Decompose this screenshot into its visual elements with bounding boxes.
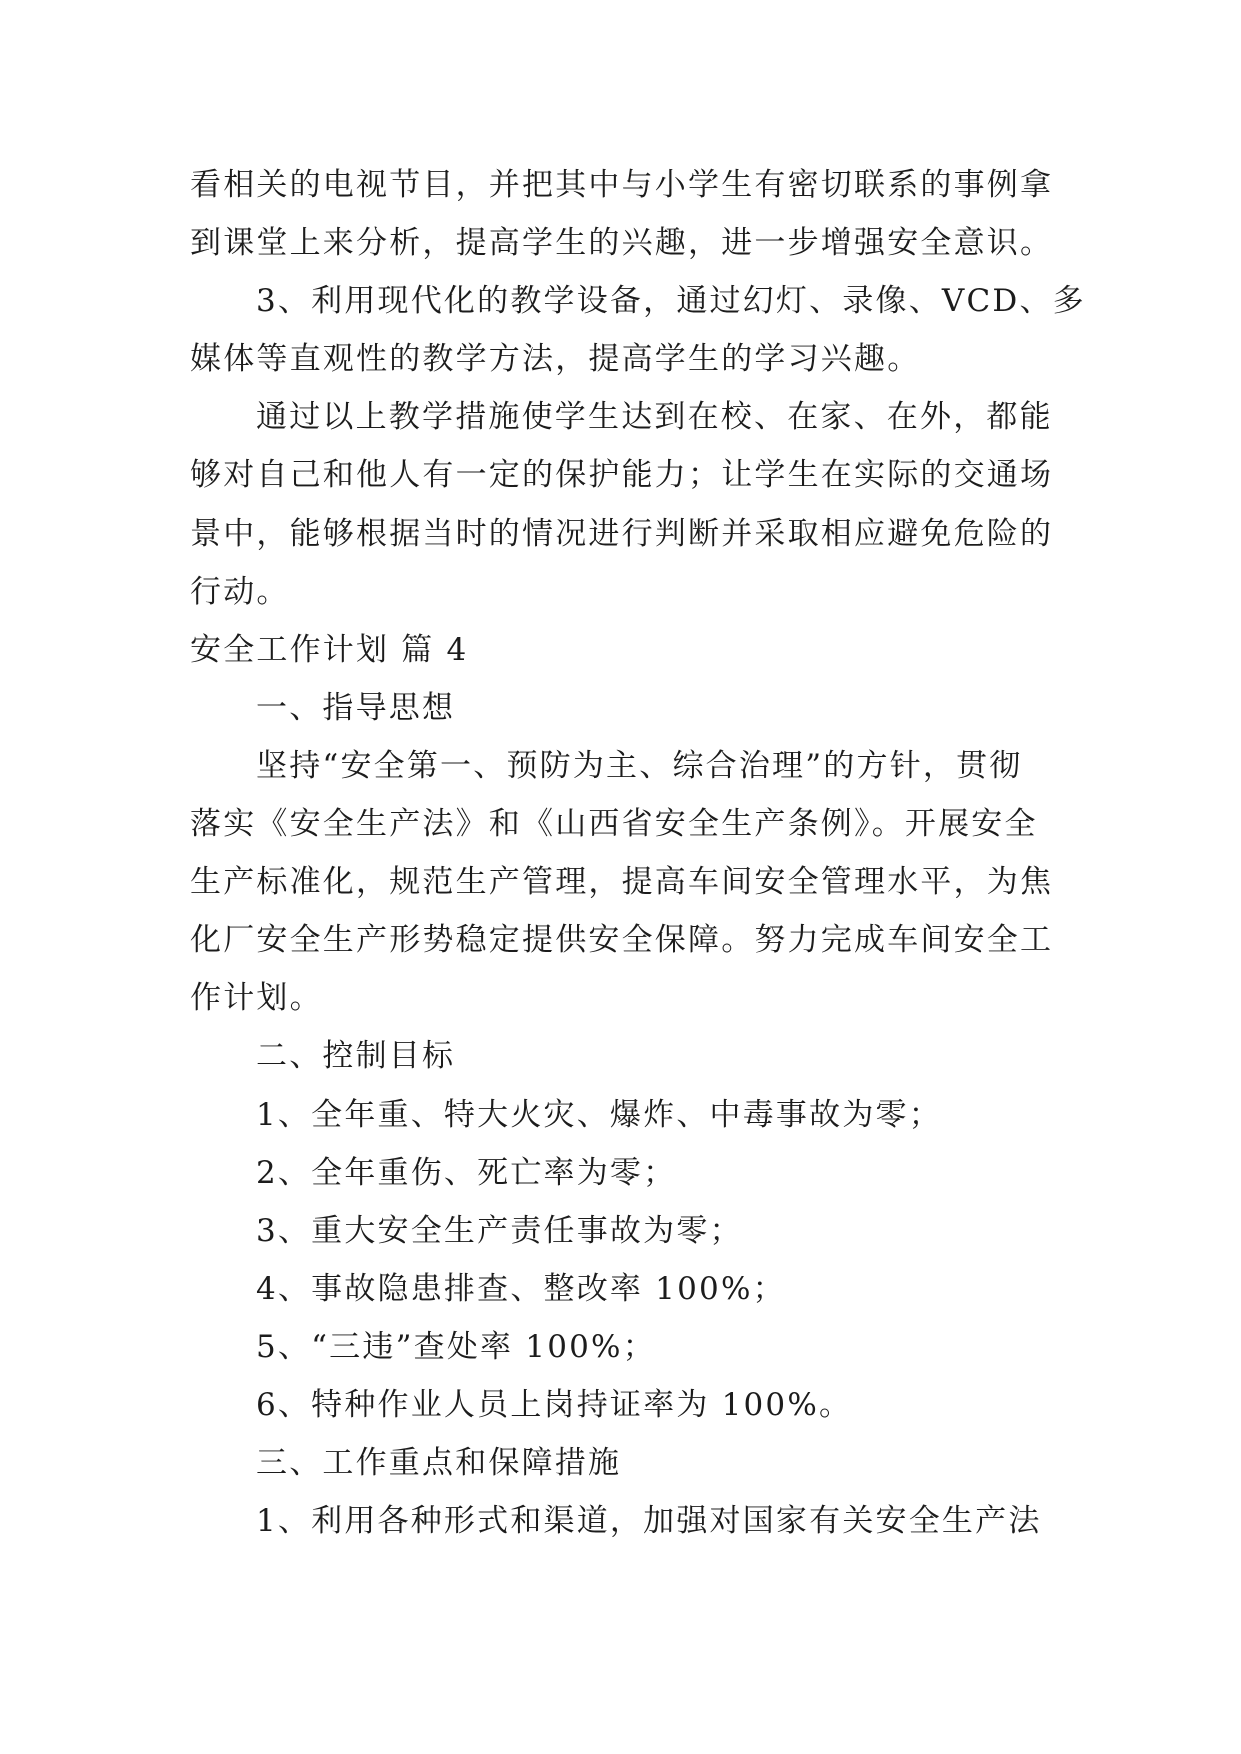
text-line: 行动。 bbox=[190, 573, 290, 610]
paragraph bbox=[190, 1492, 1090, 1550]
paragraph bbox=[190, 156, 1090, 272]
section-title: 安全工作计划 篇 4 bbox=[190, 631, 469, 668]
list-item: 2、全年重伤、死亡率为零； bbox=[256, 1154, 677, 1191]
text-line: 到课堂上来分析，提高学生的兴趣，进一步增强安全意识。 bbox=[190, 225, 1054, 262]
text-line: 景中，能够根据当时的情况进行判断并采取相应避免危险的 bbox=[190, 515, 1054, 552]
control-targets-list bbox=[190, 1086, 1090, 1435]
text-line: 1、利用各种形式和渠道，加强对国家有关安全生产法 bbox=[256, 1503, 1042, 1540]
paragraph bbox=[190, 388, 1090, 620]
text-line: 够对自己和他人有一定的保护能力；让学生在实际的交通场 bbox=[190, 457, 1054, 494]
text-line: 落实《安全生产法》和《山西省安全生产条例》。开展安全 bbox=[190, 806, 1038, 843]
text-line: 通过以上教学措施使学生达到在校、在家、在外，都能 bbox=[256, 399, 1053, 436]
text-line: 看相关的电视节目，并把其中与小学生有密切联系的事例拿 bbox=[190, 167, 1054, 203]
text-line: 作计划。 bbox=[190, 980, 323, 1017]
paragraph bbox=[190, 272, 1090, 388]
text-line: 化厂安全生产形势稳定提供安全保障。努力完成车间安全工 bbox=[190, 922, 1054, 959]
text-line: 3、利用现代化的教学设备，通过幻灯、录像、VCD、多 bbox=[256, 283, 1086, 320]
work-focus-heading: 三、工作重点和保障措施 bbox=[256, 1445, 622, 1482]
control-targets-heading: 二、控制目标 bbox=[256, 1038, 456, 1075]
document-body bbox=[190, 156, 1090, 1550]
list-item: 6、特种作业人员上岗持证率为 100%。 bbox=[256, 1386, 853, 1423]
list-item: 4、事故隐患排查、整改率 100%； bbox=[256, 1270, 786, 1307]
list-item: 1、全年重、特大火灾、爆炸、中毒事故为零； bbox=[256, 1096, 942, 1133]
paragraph bbox=[190, 737, 1090, 1027]
text-line: 媒体等直观性的教学方法，提高学生的学习兴趣。 bbox=[190, 341, 921, 378]
text-line: 坚持“安全第一、预防为主、综合治理”的方针，贯彻 bbox=[256, 747, 1023, 784]
list-item: 3、重大安全生产责任事故为零； bbox=[256, 1212, 743, 1249]
text-line: 生产标准化，规范生产管理，提高车间安全管理水平，为焦 bbox=[190, 864, 1054, 901]
guiding-ideology-heading: 一、指导思想 bbox=[256, 689, 456, 726]
list-item: 5、“三违”查处率 100%； bbox=[256, 1328, 656, 1365]
